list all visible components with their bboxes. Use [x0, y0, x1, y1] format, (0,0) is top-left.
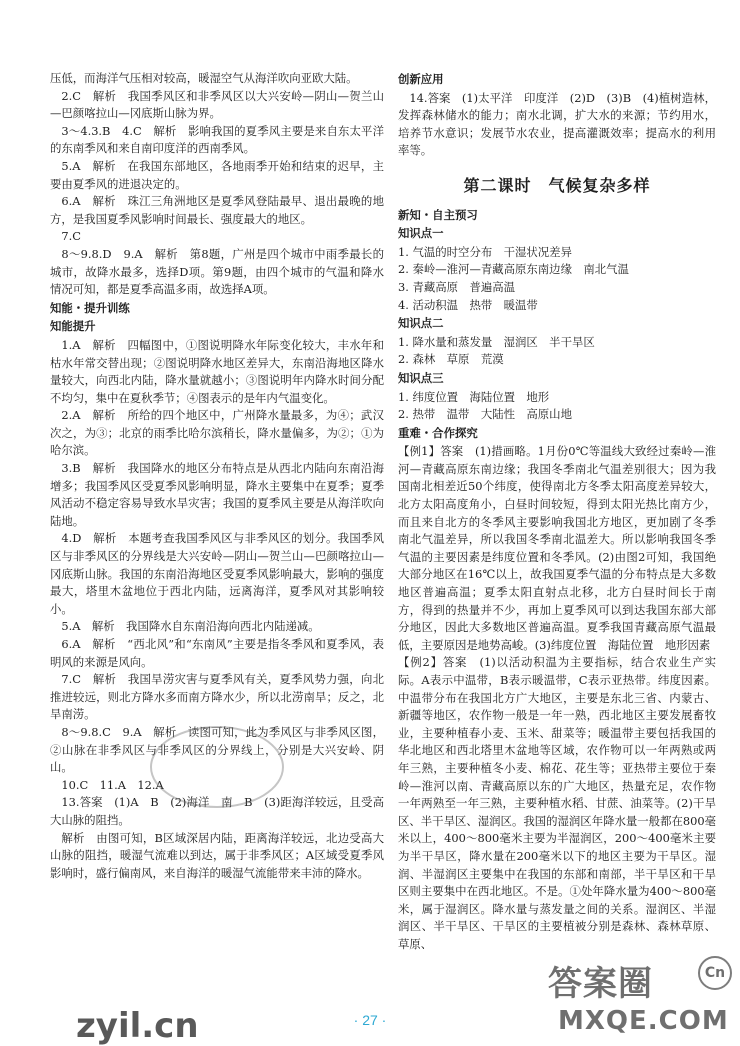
paragraph: 13.答案 (1)A B (2)海洋 南 B (3)距海洋较远，且受高大山脉的阻挡。 [50, 795, 384, 827]
paragraph: 4.D 解析 本题考查我国季风区与非季风区的划分。我国季风区与非季风区的分界线是大兴安岭—阴山—贺兰山—巴颜喀拉山—冈底斯山脉。我国的东南沿海地区受夏季风影响最大，影响的强度最大，塔里木盆地位于西北内陆，远离海洋，夏季风对其影响较小。 [50, 531, 384, 616]
watermark-right-title: 答案圈 [548, 964, 653, 1004]
subsection-heading: 知识点一 [398, 226, 444, 241]
subsection-heading: 知能提升 [50, 319, 96, 334]
right-column [398, 70, 716, 954]
list-item: 4. 活动积温 热带 暖温带 [398, 297, 538, 312]
paragraph: 【例1】答案 (1)措画略。1月份0℃等温线大致经过秦岭—淮河—青藏高原东南边缘；我国冬季南北气温差别很大；因为我国南北相差近50个纬度，使得南北方冬季太阳高度差异较大，北方太阳高度角小，白昼时间较短，得到太阳光热比南方少，而且来自北方的冬季风主要影响我国北方地区，更加剧了冬季南北气温差异，所以我国冬季南北温差大。所以影响我国冬季气温的主要因素是纬度位置和冬季风。(2)由图2可知，我国绝大部分地区在16℃以上，故我国夏季气温的分布特点是大多数地区普遍高温；夏季太阳直射点北移，北方白昼时间长于南方，得到的热量并不少，再加上夏季风可以到达我国东部大部分地区，因此大多数地区普遍高温。夏季我国青藏高原气温最低，主要原因是地势高峻。(3)纬度位置 海陆位置 地形因素 [398, 444, 716, 652]
paragraph: 压低，而海洋气压相对较高，暖湿空气从海洋吹向亚欧大陆。 [50, 71, 358, 85]
list-item: 2. 秦岭—淮河—青藏高原东南边缘 南北气温 [398, 262, 629, 277]
list-item: 2. 热带 温带 大陆性 高原山地 [398, 407, 572, 422]
paragraph: 7.C [61, 229, 81, 244]
paragraph: 3～4.3.B 4.C 解析 影响我国的夏季风主要是来自东太平洋的东南季风和来自南印度洋的西南季风。 [50, 123, 384, 156]
watermark-right-site: MXQE.COM [558, 1006, 729, 1036]
list-item: 1. 纬度位置 海陆位置 地形 [398, 389, 550, 404]
subsection-heading: 知识点二 [398, 316, 444, 331]
left-column [50, 70, 384, 882]
section-heading: 新知・自主预习 [398, 207, 478, 222]
lesson-title: 第二课时 气候复杂多样 [463, 175, 651, 195]
paragraph: 1.A 解析 四幅图中，①图说明降水年际变化较大，丰水年和枯水年常交替出现；②图说明降水地区差异大，东南沿海地区降水量较大，向西北内陆，降水量就越小；③图说明年内降水时间分配不均匀，集中在夏秋季节；④图表示的是年内气温变化。 [50, 337, 384, 405]
page-number: · 27 · [353, 1012, 387, 1028]
paragraph: 5.A 解析 我国降水自东南沿海向西北内陆递减。 [61, 619, 320, 634]
watermark-left: zyil.cn [76, 1006, 199, 1046]
list-item: 2. 森林 草原 荒漠 [398, 352, 504, 367]
paragraph: 7.C 解析 我国旱涝灾害与夏季风有关，夏季风势力强，向北推进较远，则北方降水多而南方降水少，所以北涝南旱；反之，北旱南涝。 [50, 672, 384, 722]
list-item: 1. 降水量和蒸发量 湿润区 半干旱区 [398, 334, 595, 349]
paragraph: 8～9.8.C 9.A 解析 读图可知，此为季风区与非季风区图，②山脉在非季风区与非季风区的分界线上，分别是大兴安岭、阴山。 [50, 724, 384, 775]
watermark-right [548, 956, 732, 1040]
section-heading: 重难・合作探究 [398, 425, 478, 440]
paragraph: 8～9.8.D 9.A 解析 第8题，广州是四个城市中雨季最长的城市，故降水最多，选择D项。第9题，由四个城市的气温和降水情况可知，都是夏季高温多雨，故选择A项。 [50, 246, 384, 297]
paragraph: 5.A 解析 在我国东部地区，各地雨季开始和结束的迟早，主要由夏季风的进退决定的。 [50, 158, 384, 191]
list-item: 3. 青藏高原 普遍高温 [398, 279, 516, 294]
watermark-badge-icon: Cn [698, 956, 732, 990]
paragraph: 解析 由图可知，B区域深居内陆，距离海洋较远，北边受高大山脉的阻挡，暖湿气流难以到达，属于非季风区；A区域受夏季风影响时，盛行偏南风，来自海洋的暖湿气流能带来丰沛的降水。 [50, 830, 384, 880]
section-heading: 知能・提升训练 [50, 300, 130, 315]
paragraph: 6.A 解析 珠江三角洲地区是夏季风登陆最早、退出最晚的地方，是我国夏季风影响时间最长、强度最大的地区。 [50, 194, 384, 226]
paragraph: 6.A 解析 “西北风”和“东南风”主要是指冬季风和夏季风，表明风的来源是风向。 [50, 637, 384, 669]
list-item: 1. 气温的时空分布 干湿状况差异 [398, 244, 572, 259]
section-heading: 创新应用 [398, 72, 444, 86]
paragraph: 10.C 11.A 12.A [61, 777, 164, 792]
subsection-heading: 知识点三 [398, 370, 444, 385]
paragraph: 2.A 解析 所给的四个地区中，广州降水量最多，为④；武汉次之，为③；北京的雨季比哈尔滨稍长，降水量偏多，为②；①为哈尔滨。 [50, 408, 384, 458]
paragraph: 【例2】答案 (1)以活动积温为主要指标，结合农业生产实际。A表示中温带，B表示暖温带，C表示亚热带。纬度因素。中温带分布在我国北方广大地区，主要是东北三省、内蒙古、新疆等地区，农作物一般是一年一熟，西北地区主要发展畜牧业，主要种植春小麦、玉米、甜菜等；暖温带主要包括我国的华北地区和西北塔里木盆地等区域，农作物可以一年两熟或两年三熟，主要种植冬小麦、棉花、花生等；亚热带主要位于秦岭—淮河以南、青藏高原以东的广大地区，热量充足，农作物一年两熟至一年三熟，主要种植水稻、甘蔗、油菜等。(2)干旱区、半干旱区、湿润区。我国的湿润区年降水量一般都在800毫米以上，400～800毫米主要为半湿润区，200～400毫米主要为半干旱区，降水量在200毫米以下的地区主要为干旱区。湿润、半湿润区主要集中在我国的东部和南部，半干旱区和干旱区则主要集中在西北地区。不是。①处年降水量为400～800毫米，属于湿润区。降水量与蒸发量之间的关系。湿润区、半湿润区、半干旱区、干旱区的主要植被分别是森林、森林草原、草原、 [398, 655, 716, 951]
paragraph: 2.C 解析 我国季风区和非季风区以大兴安岭—阴山—贺兰山—巴颜喀拉山—冈底斯山脉为界。 [50, 88, 384, 121]
paragraph: 3.B 解析 我国降水的地区分布特点是从西北内陆向东南沿海增多；我国季风区受夏季风影响明显，降水主要集中在夏季；夏季风活动不稳定容易导致水旱灾害；我国的夏季风主要是从海洋吹向陆地。 [50, 461, 384, 528]
paragraph: 14.答案 (1)太平洋 印度洋 (2)D (3)B (4)植树造林，发挥森林储水的能力；南水北调，扩大水的来源；节约用水，培养节水意识；发展节水农业，提高灌溉效率；提高水的利用率等。 [398, 90, 716, 158]
